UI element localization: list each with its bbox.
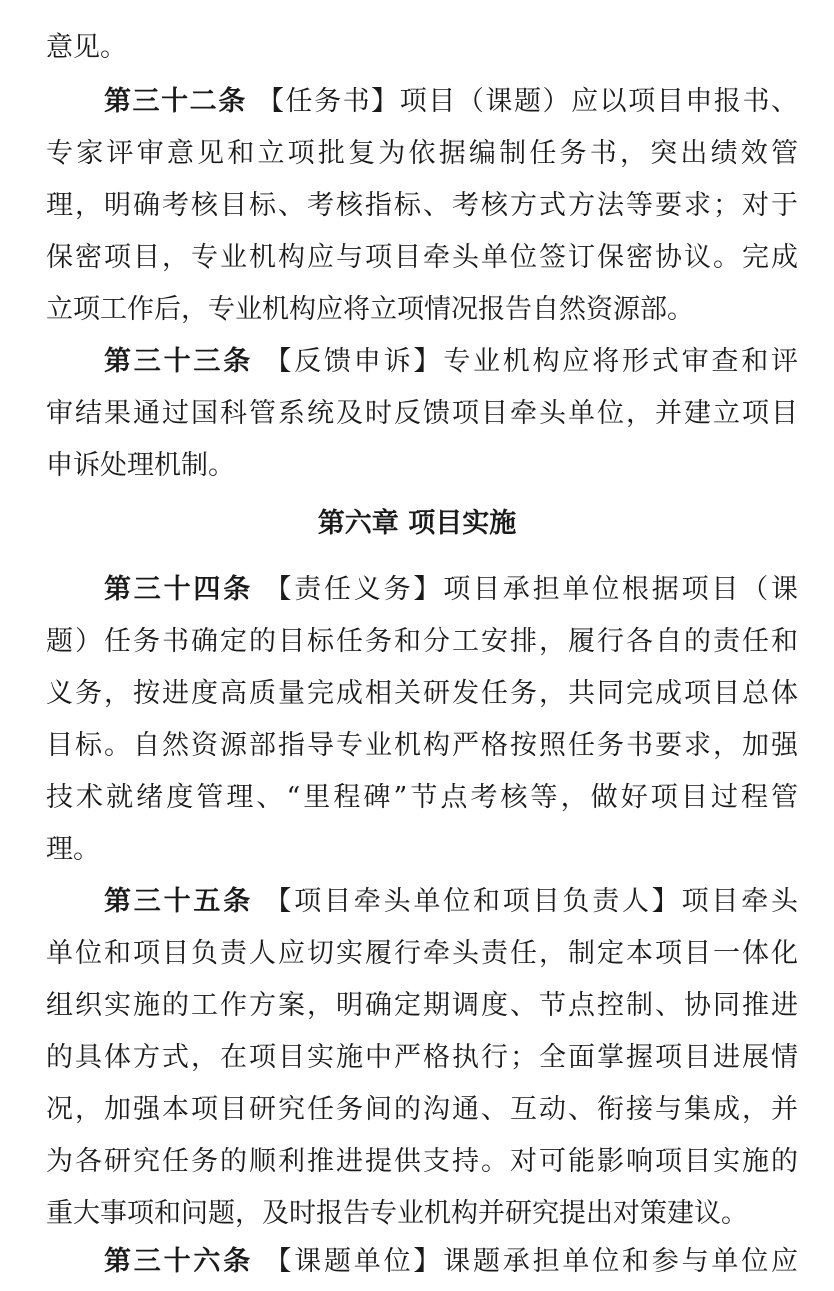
text-line: 立项工作后，专业机构应将立项情况报告自然资源部。 [46, 294, 694, 325]
article-32-heading-line: 第三十二条 【任务书】项目（课题）应以项目申报书、 [104, 86, 799, 117]
text-line: 理。 [46, 834, 100, 865]
text-line: 审结果通过国科管系统及时反馈项目牵头单位，并建立项目 [46, 398, 798, 429]
article-number: 第三十六条 [104, 1246, 254, 1277]
text-line: 的具体方式，在项目实施中严格执行；全面掌握项目进展情 [46, 1042, 798, 1073]
text-line: 为各研究任务的顺利推进提供支持。对可能影响项目实施的 [46, 1146, 798, 1177]
text-line: 重大事项和问题，及时报告专业机构并研究提出对策建议。 [46, 1198, 748, 1229]
text-line: 单位和项目负责人应切实履行牵头责任，制定本项目一体化 [46, 938, 798, 969]
article-number: 第三十二条 [104, 86, 247, 117]
text-line: 组织实施的工作方案，明确定期调度、节点控制、协同推进 [46, 990, 798, 1021]
article-number: 第三十三条 [104, 346, 254, 377]
text-line: 目标。自然资源部指导专业机构严格按照任务书要求，加强 [46, 730, 798, 761]
text-line: 题）任务书确定的目标任务和分工安排，履行各自的责任和 [46, 626, 798, 657]
chapter-heading: 第六章 项目实施 [317, 508, 517, 539]
text-line: 保密项目，专业机构应与项目牵头单位签订保密协议。完成 [46, 242, 798, 273]
text-line: 专家评审意见和立项批复为依据编制任务书，突出绩效管 [46, 138, 798, 169]
text-line: 技术就绪度管理、“里程碑”节点考核等，做好项目过程管 [46, 782, 798, 813]
text-line: 理，明确考核目标、考核指标、考核方式方法等要求；对于 [46, 190, 798, 221]
text-line: 义务，按进度高质量完成相关研发任务，共同完成项目总体 [46, 678, 798, 709]
article-number: 第三十五条 [104, 886, 254, 917]
text-line: 况，加强本项目研究任务间的沟通、互动、衔接与集成，并 [46, 1094, 798, 1125]
text-line: 申诉处理机制。 [46, 450, 235, 481]
article-35-heading-line: 第三十五条 【项目牵头单位和项目负责人】项目牵头 [104, 886, 799, 917]
article-34-heading-line: 第三十四条 【责任义务】项目承担单位根据项目（课 [104, 574, 799, 605]
article-36-heading-line: 第三十六条 【课题单位】课题承担单位和参与单位应 [104, 1246, 799, 1277]
article-33-heading-line: 第三十三条 【反馈申诉】专业机构应将形式审查和评 [104, 346, 799, 377]
article-number: 第三十四条 [104, 574, 254, 605]
text-line: 意见。 [46, 32, 127, 63]
